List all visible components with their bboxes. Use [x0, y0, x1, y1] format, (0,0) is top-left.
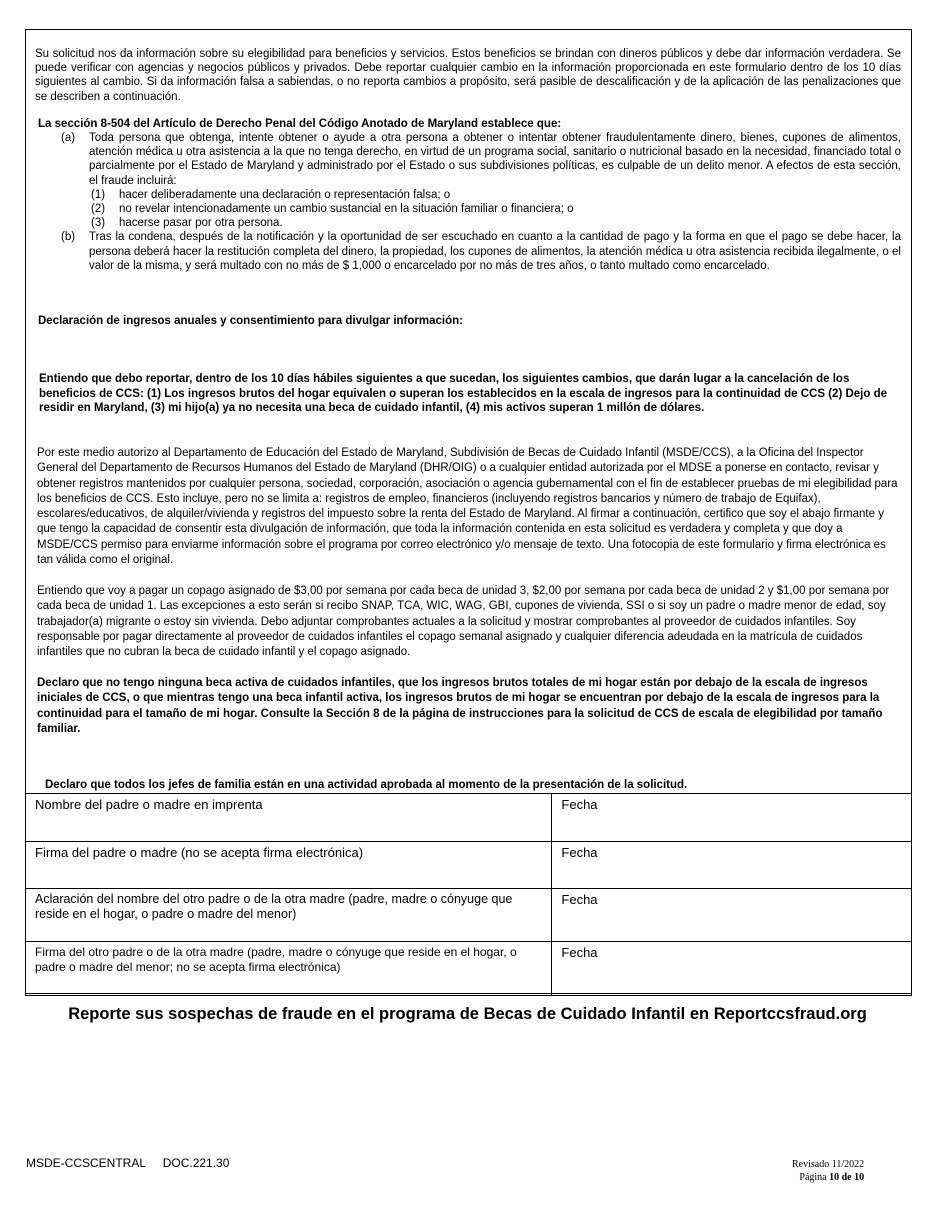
law-item-a-text: Toda persona que obtenga, intente obtener o ayude a otra persona a obtener o intentar obtener fraudulentamente dinero, bienes, cupones de alimentos, atención médica u otra asistencia a la que no tenga derecho, en virtud de un programa social, sanitario o nutricional basado en la necesidad, financiado total o parcialmente por el Estado de Maryland y administrado por el Estado o sus subdivisiones políticas, es culpable de un delito menor. A efectos de esta sección, el fraude incluirá: [89, 132, 901, 187]
date-field[interactable] [552, 942, 912, 996]
field-label: Nombre del padre o madre en imprenta [35, 797, 263, 812]
report-changes-notice: Entiendo que debo reportar, dentro de los 10 días hábiles siguientes a que sucedan, los siguientes cambios, que darán lugar a la cancelación de los beneficios de CCS: (1) Los ingresos brutos del hogar equivalen o superan los establecidos en la escala de ingresos para la continuidad de CCS (2) Dejo de residir en Maryland, (3) mi hijo(a) ya no necesita una beca de cuidado infantil, (4) mis activos superan 1 millón de dólares. [39, 373, 888, 414]
law-item-b [61, 230, 901, 273]
revised-date: Revisado 11/2022 [792, 1159, 865, 1170]
law-sub-item-1 [89, 188, 901, 202]
field-label: Firma del padre o madre (no se acepta firma electrónica) [35, 845, 364, 860]
income-declaration: Declaro que no tengo ninguna beca activa de cuidados infantiles, que los ingresos brutos totales de mi hogar están por debajo de la escala de ingresos iniciales de CCS, o que mientras tengo una beca infantil activa, los ingresos brutos de mi hogar se encuentran por debajo de la escala de ingresos para la continuidad para el tamaño de mi hogar. Consulte la Sección 8 de la página de instrucciones para la solicitud de CCS de escala de elegibilidad por tamaño familiar. [37, 677, 883, 735]
signature-table [25, 793, 912, 996]
signature-row [26, 794, 912, 842]
law-sub-item-text: hacerse pasar por otra persona. [119, 217, 283, 230]
declaration-heading: Declaración de ingresos anuales y consentimiento para divulgar información: [38, 315, 463, 327]
law-section [61, 131, 901, 273]
intro-paragraph: Su solicitud nos da información sobre su elegibilidad para beneficios y servicios. Estos beneficios se brindan con dineros públicos y debe dar información verdadera. Se puede verificar con agencias y negocios públicos y privados. Debe reportar cualquier cambio en la información proporcionada en este formulario dentro de los 10 días siguientes al cambio. Si da información falsa a sabiendas, o no reporta cambios a propósito, será pasible de descalificación y de la aplicación de las penalizaciones que se describen a continuación. [35, 48, 901, 103]
other-parent-printed-name-field[interactable] [26, 889, 552, 942]
signature-row [26, 942, 912, 996]
heads-of-household-declaration: Declaro que todos los jefes de familia están en una actividad aprobada al momento de la presentación de la solicitud. [45, 779, 688, 791]
law-sub-item-3 [89, 216, 901, 230]
law-item-a [61, 131, 901, 230]
doc-code: DOC.221.30 [162, 1156, 230, 1170]
parent-printed-name-field[interactable] [26, 794, 552, 842]
field-label: Firma del otro padre o de la otra madre (padre, madre o cónyuge que reside en el hogar, o padre o madre del menor; no se acepta firma electrónica) [35, 945, 517, 974]
copay-paragraph: Entiendo que voy a pagar un copago asignado de $3,00 por semana por cada beca de unidad 3, $2,00 por semana por cada beca de unidad 2 y $1,00 por semana por cada beca de unidad 1. Las excepciones a esto serán si recibo SNAP, TCA, WIC, WAG, GBI, cupones de vivienda, SSI o si soy un padre o madre menor de edad, soy trabajador(a) migrante o estoy sin vivienda. Debo adjuntar comprobantes actuales a la solicitud y mostrar comprobantes al proveedor de cuidados infantiles. Soy responsable por pagar directamente al proveedor de cuidados infantiles el copago semanal asignado y cualquier diferencia adeudada en la matrícula de cuidados infantiles que no cubran la beca de cuidado infantil y el copago asignado. [37, 585, 890, 659]
date-field[interactable] [552, 889, 912, 942]
law-item-b-text: Tras la condena, después de la notificación y la oportunidad de ser escuchado en cuanto a la cantidad de pago y la forma en que el pago se debe hacer, la persona deberá hacer la restitución completa del dinero, la propiedad, los cupones de alimentos, la atención médica u otra asistencia recibida ilegalmente, o el valor de la misma, y será multado con no más de $ 1,000 o encarcelado por no más de tres años, o tanto multado como encarcelado. [89, 231, 901, 272]
law-sub-item-text: hacer deliberadamente una declaración o representación falsa; o [119, 188, 451, 201]
field-label: Fecha [561, 845, 598, 860]
signature-row [26, 842, 912, 889]
signature-row [26, 889, 912, 942]
authorization-paragraph: Por este medio autorizo al Departamento de Educación del Estado de Maryland, Subdivisión de Becas de Cuidado Infantil (MSDE/CCS), a la Oficina del Inspector General del Departamento de Recursos Humanos del Estado de Maryland (DHR/OIG) o a cualquier entidad autorizada por el MDSE a ponerse en contacto, revisar y obtener registros mantenidos por cualquier persona, sociedad, corporación, asociación o agencia gubernamental con el fin de establecer pruebas de mi elegibilidad para los beneficios de CCS. Esto incluye, pero no se limita a: registros de empleo, financieros (incluyendo registros bancarios y número de trabajo de Equifax), escolares/educativos, de alquiler/vivienda y registros del impuesto sobre la renta del Estado de Maryland. Al firmar a continuación, certifico que soy el abajo firmante y que tengo la capacidad de consentir esta divulgación de información, que toda la información contenida en esta solicitud es verdadera y completa y que doy a MSDE/CCS permiso para enviarme información sobre el programa por correo electrónico y/o mensaje de texto. Una fotocopia de este formulario y firma electrónica es tan válida como el original. [37, 447, 898, 567]
date-field[interactable] [552, 794, 912, 842]
date-field[interactable] [552, 842, 912, 889]
law-sub-item-number: (3) [91, 217, 106, 230]
parent-signature-field[interactable] [26, 842, 552, 889]
field-label: Fecha [561, 945, 598, 960]
law-section-title: La sección 8-504 del Artículo de Derecho Penal del Código Anotado de Maryland establece que: [38, 118, 562, 130]
law-item-b-marker: (b) [61, 231, 76, 244]
page-prefix: Página [799, 1172, 827, 1183]
field-label: Aclaración del nombre del otro padre o de la otra madre (padre, madre o cónyuge que reside en el hogar, o padre o madre del menor) [35, 892, 513, 921]
law-sub-item-text: no revelar intencionadamente un cambio sustancial en la situación familiar o financiera; o [119, 203, 574, 216]
footer-form-code [26, 1156, 229, 1170]
law-sub-item-number: (2) [91, 203, 106, 216]
law-sub-item-number: (1) [91, 188, 106, 201]
field-label: Fecha [561, 797, 598, 812]
form-code: MSDE-CCSCENTRAL [26, 1156, 147, 1170]
field-label: Fecha [561, 892, 598, 907]
law-item-a-marker: (a) [61, 132, 76, 144]
law-sub-item-2 [89, 202, 901, 216]
form-frame [25, 29, 912, 994]
page-number: 10 de 10 [829, 1172, 865, 1183]
footer-revision [792, 1158, 864, 1184]
fraud-report-notice: Reporte sus sospechas de fraude en el programa de Becas de Cuidado Infantil en Reportccsfraud.org [68, 1005, 867, 1023]
other-parent-signature-field[interactable] [26, 942, 552, 996]
